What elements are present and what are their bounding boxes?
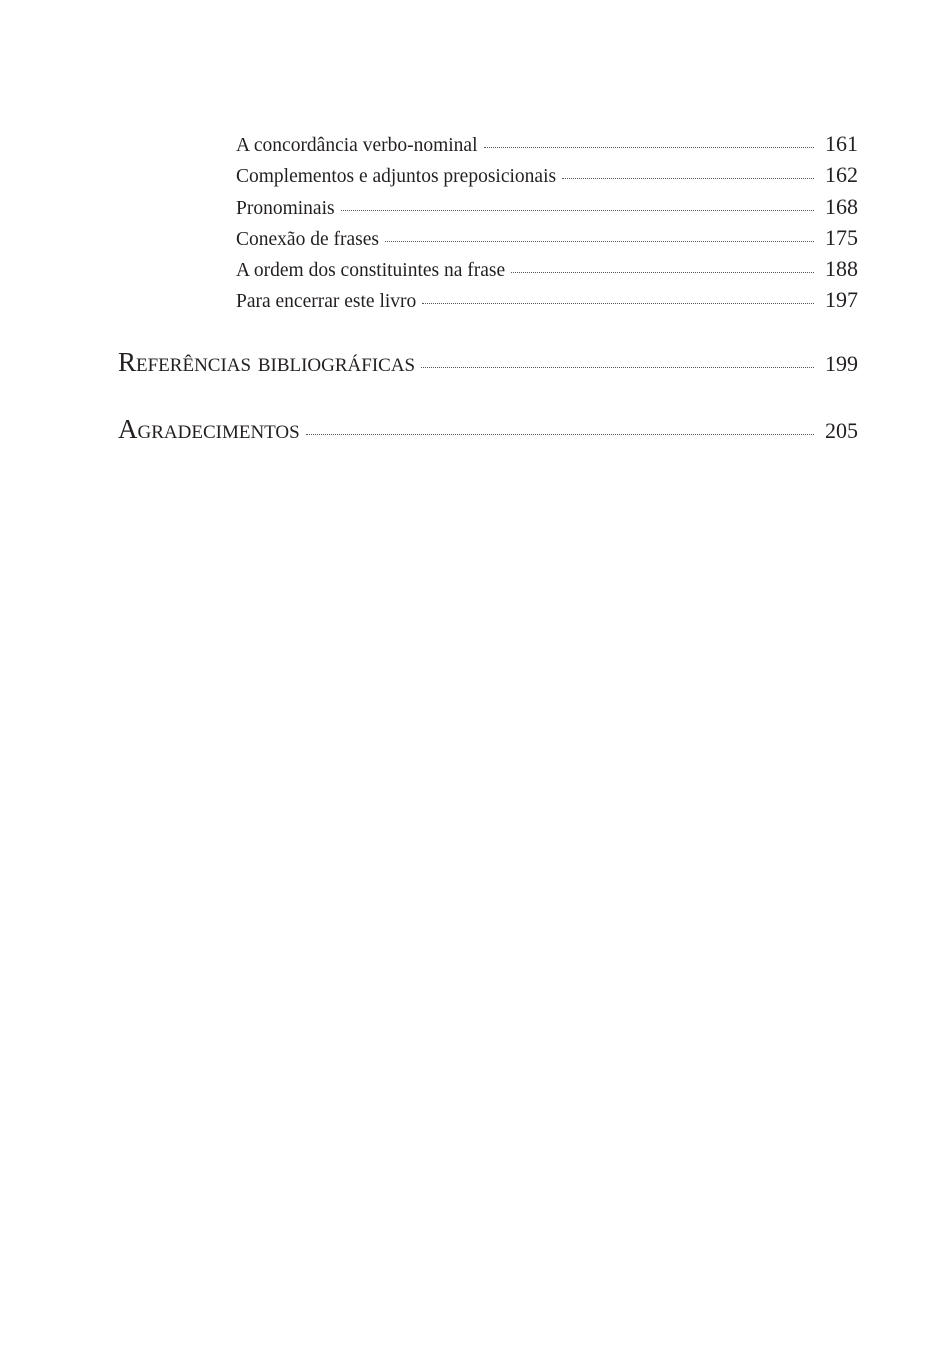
toc-entry-page: 168 — [825, 193, 858, 219]
toc-section-page: 205 — [825, 417, 858, 443]
toc-entry-title: Conexão de frases — [236, 228, 379, 250]
dot-leader — [421, 367, 814, 368]
toc-entry-page: 175 — [825, 224, 858, 250]
toc-entry[interactable] — [118, 253, 858, 284]
toc-entry-title: A concordância verbo-nominal — [236, 135, 478, 156]
toc-section-title: Agradecimentos — [118, 413, 300, 444]
toc-entry-title: Pronominais — [236, 197, 335, 219]
dot-leader — [341, 210, 814, 211]
toc-entry-page: 188 — [825, 256, 858, 282]
toc-entry[interactable] — [118, 128, 858, 159]
toc-entry-page: 197 — [825, 287, 858, 313]
toc-entry-title: A ordem dos constituintes na frase — [236, 260, 506, 282]
dot-leader — [422, 303, 814, 304]
toc-entry-title: Complementos e adjuntos preposicionais — [236, 166, 557, 188]
toc-section-page: 199 — [825, 350, 858, 376]
toc-entry[interactable] — [118, 222, 858, 253]
toc-section-entry[interactable] — [118, 342, 858, 382]
toc-entry[interactable] — [118, 284, 858, 315]
dot-leader — [484, 147, 815, 148]
toc-entry-title: Para encerrar este livro — [236, 291, 417, 313]
toc-section-title: Referências bibliográficas — [118, 346, 416, 377]
toc-entry-page: 161 — [825, 131, 858, 156]
toc-section-entry[interactable] — [118, 409, 858, 449]
dot-leader — [511, 272, 814, 273]
toc-entry[interactable] — [118, 159, 858, 190]
toc-entry-page: 162 — [825, 162, 858, 188]
dot-leader — [562, 178, 814, 179]
dot-leader — [306, 434, 814, 435]
table-of-contents — [118, 128, 858, 449]
dot-leader — [385, 241, 814, 242]
toc-entry[interactable] — [118, 191, 858, 222]
